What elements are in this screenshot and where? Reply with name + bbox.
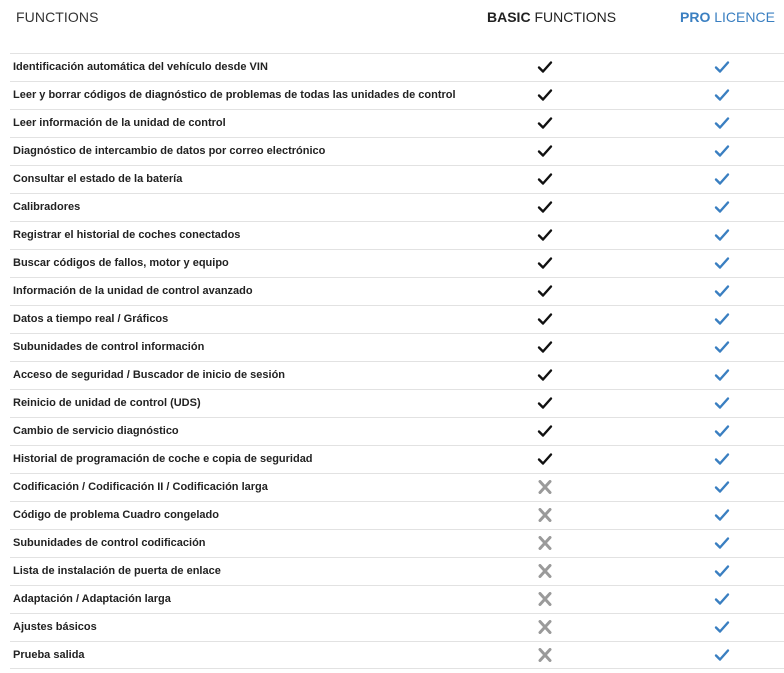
feature-label: Subunidades de control información — [13, 341, 205, 353]
basic-header-rest: FUNCTIONS — [530, 9, 617, 25]
feature-label: Diagnóstico de intercambio de datos por correo electrónico — [13, 145, 326, 157]
table-row — [10, 473, 784, 501]
basic-cross-icon — [537, 592, 553, 606]
pro-check-icon — [714, 172, 730, 186]
table-row — [10, 333, 784, 361]
pro-check-icon — [714, 508, 730, 522]
feature-label: Leer y borrar códigos de diagnóstico de problemas de todas las unidades de control — [13, 89, 456, 101]
feature-label: Adaptación / Adaptación larga — [13, 593, 171, 605]
table-row — [10, 389, 784, 417]
table-row — [10, 613, 784, 641]
feature-label: Calibradores — [13, 201, 81, 213]
table-row — [10, 193, 784, 221]
basic-check-icon — [537, 172, 553, 186]
basic-check-icon — [537, 228, 553, 242]
basic-check-icon — [537, 60, 553, 74]
table-row — [10, 109, 784, 137]
table-row — [10, 137, 784, 165]
basic-cross-icon — [537, 480, 553, 494]
table-row — [10, 557, 784, 585]
pro-check-icon — [714, 200, 730, 214]
table-row — [10, 221, 784, 249]
basic-check-icon — [537, 284, 553, 298]
table-row — [10, 277, 784, 305]
feature-label: Reinicio de unidad de control (UDS) — [13, 397, 201, 409]
pro-check-icon — [714, 648, 730, 662]
table-row — [10, 417, 784, 445]
feature-label: Leer información de la unidad de control — [13, 117, 226, 129]
pro-header-bold: PRO — [680, 9, 711, 25]
basic-check-icon — [537, 116, 553, 130]
feature-label: Consultar el estado de la batería — [13, 173, 183, 185]
feature-label: Prueba salida — [13, 649, 85, 661]
pro-check-icon — [714, 452, 730, 466]
features-comparison-table — [10, 53, 784, 669]
pro-check-icon — [714, 340, 730, 354]
pro-check-icon — [714, 228, 730, 242]
basic-check-icon — [537, 88, 553, 102]
basic-check-icon — [537, 368, 553, 382]
table-row — [10, 53, 784, 81]
pro-header-rest: LICENCE — [710, 9, 775, 25]
table-row — [10, 249, 784, 277]
table-row — [10, 501, 784, 529]
table-row — [10, 361, 784, 389]
basic-cross-icon — [537, 648, 553, 662]
table-row — [10, 165, 784, 193]
basic-cross-icon — [537, 536, 553, 550]
basic-check-icon — [537, 200, 553, 214]
table-row — [10, 641, 784, 669]
pro-check-icon — [714, 312, 730, 326]
pro-check-icon — [714, 144, 730, 158]
feature-label: Codificación / Codificación II / Codificación larga — [13, 481, 268, 493]
pro-check-icon — [714, 480, 730, 494]
pro-check-icon — [714, 396, 730, 410]
pro-check-icon — [714, 368, 730, 382]
feature-label: Código de problema Cuadro congelado — [13, 509, 219, 521]
pro-check-icon — [714, 60, 730, 74]
table-row — [10, 305, 784, 333]
basic-check-icon — [537, 144, 553, 158]
pro-check-icon — [714, 284, 730, 298]
pro-check-icon — [714, 256, 730, 270]
pro-check-icon — [714, 592, 730, 606]
basic-check-icon — [537, 312, 553, 326]
feature-label: Información de la unidad de control avanzado — [13, 285, 253, 297]
pro-check-icon — [714, 620, 730, 634]
table-row — [10, 445, 784, 473]
feature-label: Buscar códigos de fallos, motor y equipo — [13, 257, 229, 269]
feature-label: Ajustes básicos — [13, 621, 97, 633]
pro-check-icon — [714, 564, 730, 578]
basic-check-icon — [537, 340, 553, 354]
basic-header-bold: BASIC — [487, 9, 531, 25]
feature-label: Historial de programación de coche e copia de seguridad — [13, 453, 313, 465]
feature-label: Acceso de seguridad / Buscador de inicio de sesión — [13, 369, 286, 381]
basic-cross-icon — [537, 564, 553, 578]
pro-check-icon — [714, 424, 730, 438]
basic-check-icon — [537, 424, 553, 438]
table-row — [10, 81, 784, 109]
basic-check-icon — [537, 256, 553, 270]
pro-check-icon — [714, 536, 730, 550]
basic-cross-icon — [537, 620, 553, 634]
basic-check-icon — [537, 396, 553, 410]
table-header — [0, 0, 784, 53]
pro-check-icon — [714, 116, 730, 130]
feature-label: Cambio de servicio diagnóstico — [13, 425, 179, 437]
basic-cross-icon — [537, 508, 553, 522]
feature-label: Datos a tiempo real / Gráficos — [13, 313, 169, 325]
basic-check-icon — [537, 452, 553, 466]
pro-licence-column-header — [680, 9, 775, 25]
feature-label: Identificación automática del vehículo desde VIN — [13, 61, 268, 73]
feature-label: Registrar el historial de coches conectados — [13, 229, 241, 241]
feature-label: Subunidades de control codificación — [13, 537, 206, 549]
table-row — [10, 585, 784, 613]
feature-label: Lista de instalación de puerta de enlace — [13, 565, 221, 577]
basic-functions-column-header — [487, 9, 616, 25]
table-row — [10, 529, 784, 557]
pro-check-icon — [714, 88, 730, 102]
functions-column-header: FUNCTIONS — [16, 9, 99, 25]
